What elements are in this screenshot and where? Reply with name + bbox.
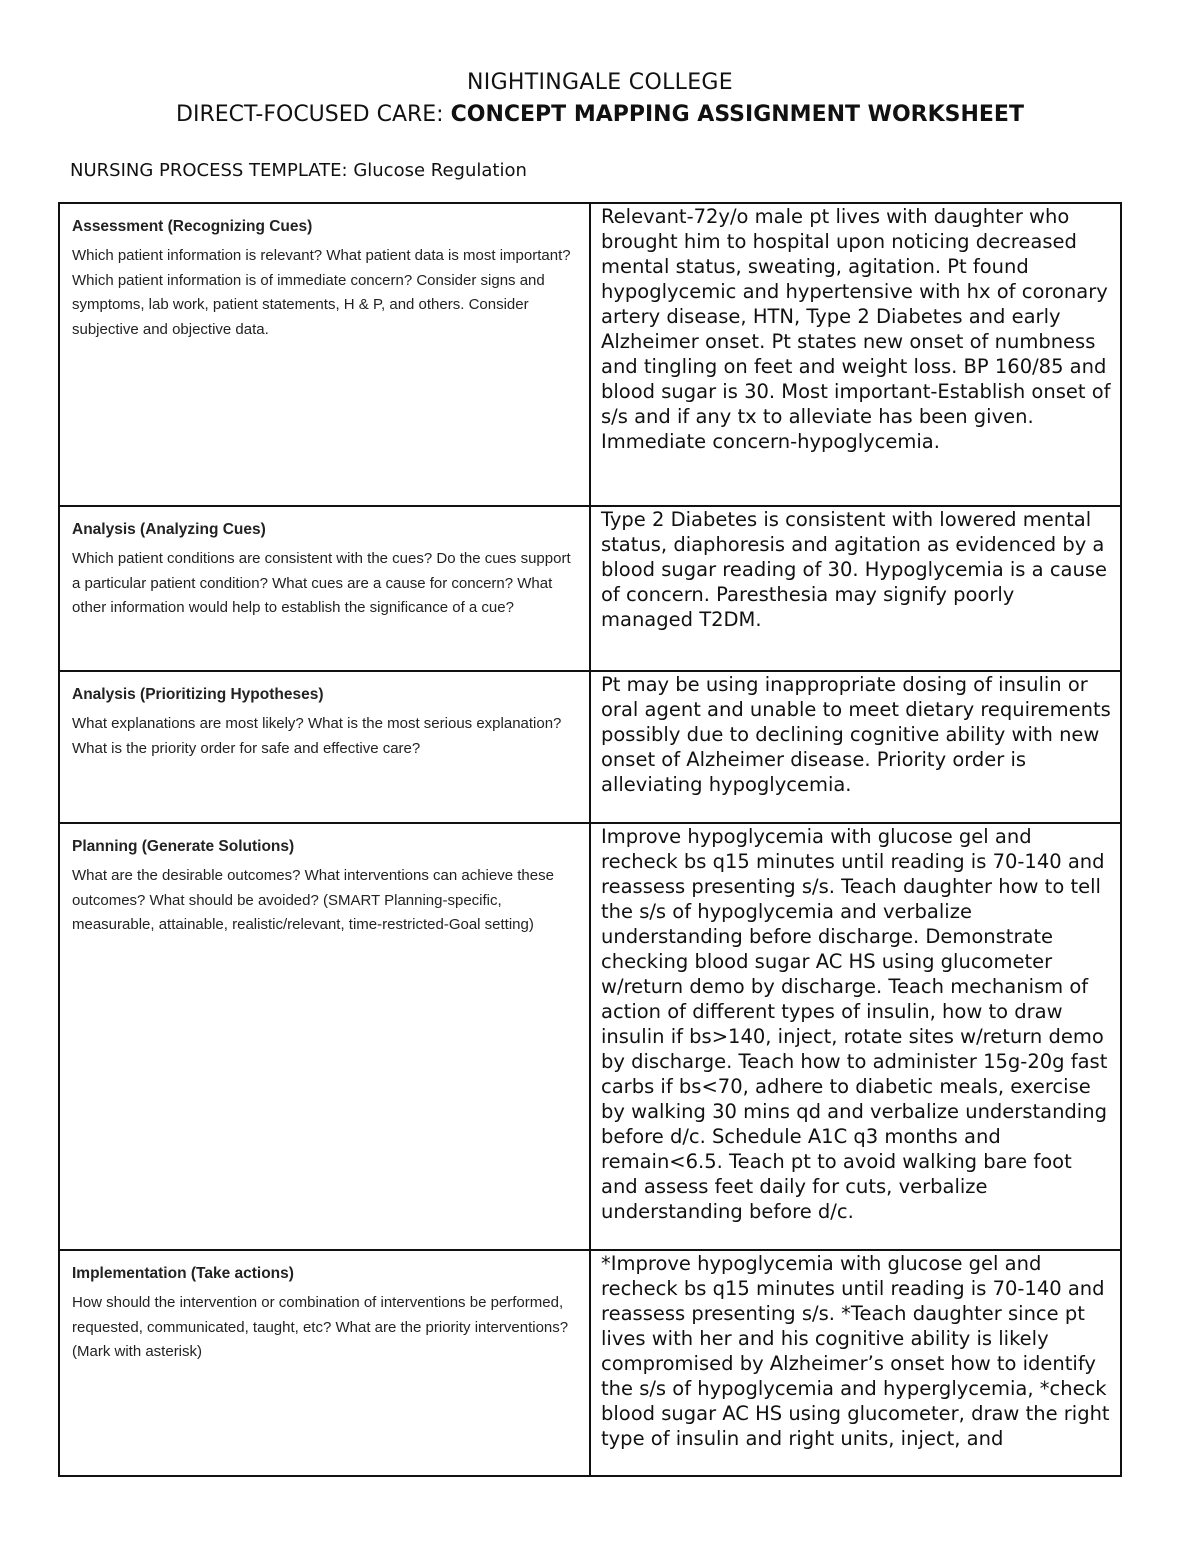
table-row-assessment (59, 203, 1121, 506)
step-response: *Improve hypoglycemia with glucose gel and recheck bs q15 minutes until reading is 70-140 and reassess presenting s/s. *Teach daughter since pt lives with her and his cognitive ability is likely compromised by Alzheimer’s onset how to identify the s/s of hypoglycemia and hyperglycemia, *check blood sugar AC HS using glucometer, draw the right type of insulin and right units, inject, and (601, 1252, 1110, 1450)
response-cell (590, 1250, 1121, 1476)
response-cell (590, 823, 1121, 1250)
worksheet-title-prefix: DIRECT-FOCUSED CARE: (176, 102, 451, 127)
prompt-cell (59, 506, 590, 671)
prompt-cell (59, 823, 590, 1250)
step-response: Type 2 Diabetes is consistent with lowered mental status, diaphoresis and agitation as evidenced by a blood sugar reading of 30. Hypoglycemia is a cause of concern. Paresthesia may signify poorly managed T2DM. (601, 508, 1108, 631)
worksheet-title (0, 102, 1200, 127)
prompt-cell (59, 1250, 590, 1476)
step-response: Pt may be using inappropriate dosing of insulin or oral agent and unable to meet dietary requirements possibly due to declining cognitive ability with new onset of Alzheimer disease. Priority order is alleviating hypoglycemia. (601, 673, 1111, 796)
template-label: NURSING PROCESS TEMPLATE: Glucose Regulation (70, 160, 527, 181)
response-cell (590, 506, 1121, 671)
prompt-cell (59, 203, 590, 506)
step-heading: Planning (Generate Solutions) (72, 838, 295, 855)
response-cell (590, 203, 1121, 506)
step-prompt: What are the desirable outcomes? What interventions can achieve these outcomes? What should be avoided? (SMART Planning-specific, measurable, attainable, realistic/relevant, time-restricted-Goal setting) (72, 867, 554, 933)
table-row-prioritizing-hypotheses (59, 671, 1121, 823)
step-heading: Analysis (Prioritizing Hypotheses) (72, 686, 324, 703)
step-heading: Implementation (Take actions) (72, 1265, 294, 1282)
nursing-process-table (58, 202, 1122, 1477)
step-heading: Analysis (Analyzing Cues) (72, 521, 266, 538)
step-prompt: How should the intervention or combination of interventions be performed, requested, communicated, taught, etc? What are the priority interventions? (Mark with asterisk) (72, 1294, 569, 1360)
table-row-planning (59, 823, 1121, 1250)
response-cell (590, 671, 1121, 823)
step-prompt: Which patient information is relevant? What patient data is most important? Which patient information is of immediate concern? Consider signs and symptoms, lab work, patient statements, H & P, and others. Consider subjective and objective data. (72, 247, 571, 338)
table-row-analyzing-cues (59, 506, 1121, 671)
step-prompt: What explanations are most likely? What is the most serious explanation? What is the priority order for safe and effective care? (72, 715, 562, 757)
worksheet-title-bold: CONCEPT MAPPING ASSIGNMENT WORKSHEET (450, 102, 1024, 127)
table-row-implementation (59, 1250, 1121, 1476)
college-title: NIGHTINGALE COLLEGE (467, 70, 733, 95)
step-response: Relevant-72y/o male pt lives with daughter who brought him to hospital upon noticing decreased mental status, sweating, agitation. Pt found hypoglycemic and hypertensive with hx of coronary artery disease, HTN, Type 2 Diabetes and early Alzheimer onset. Pt states new onset of numbness and tingling on feet and weight loss. BP 160/85 and blood sugar is 30. Most important-Establish onset of s/s and if any tx to alleviate has been given. Immediate concern-hypoglycemia. (601, 205, 1111, 453)
prompt-cell (59, 671, 590, 823)
step-heading: Assessment (Recognizing Cues) (72, 218, 313, 235)
step-prompt: Which patient conditions are consistent with the cues? Do the cues support a particular patient condition? What cues are a cause for concern? What other information would help to establish the significance of a cue? (72, 550, 571, 616)
step-response: Improve hypoglycemia with glucose gel and recheck bs q15 minutes until reading is 70-140 and reassess presenting s/s. Teach daughter how to tell the s/s of hypoglycemia and verbalize understanding before discharge. Demonstrate checking blood sugar AC HS using glucometer w/return demo by discharge. Teach mechanism of action of different types of insulin, how to draw insulin if bs>140, inject, rotate sites w/return demo by discharge. Teach how to administer 15g-20g fast carbs if bs<70, adhere to diabetic meals, exercise by walking 30 mins qd and verbalize understanding before d/c. Schedule A1C q3 months and remain<6.5. Teach pt to avoid walking bare foot and assess feet daily for cuts, verbalize understanding before d/c. (601, 825, 1108, 1223)
